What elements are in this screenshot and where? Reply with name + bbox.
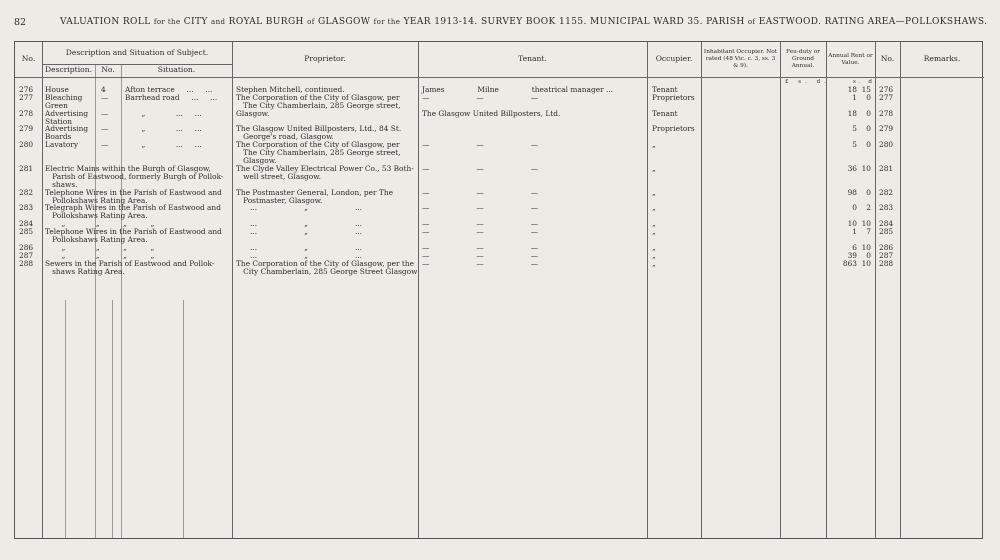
running-head-part: VALUATION ROLL (60, 17, 151, 27)
entry-sub-number: 4 (101, 85, 106, 94)
column-rule (183, 300, 184, 538)
entry-number-right: 280 (879, 140, 894, 150)
table-row (15, 204, 984, 220)
entry-description: Telegraph Wires in the Parish of Eastwood and Pollokshaws Rating Area. (45, 203, 221, 221)
roll-entries (15, 86, 984, 276)
entry-description: Advertising Station (45, 108, 89, 126)
entry-description: Bleaching Green (45, 92, 83, 110)
entry-annual-shillings: 2 (866, 203, 871, 213)
entry-number: 278 (19, 108, 34, 118)
header-proprietor: Proprietor. (304, 54, 346, 64)
entry-number: 283 (19, 203, 34, 213)
entry-proprietor: The Postmaster General, London, per The Postmaster, Glasgow. (236, 187, 393, 205)
entry-sub-number: — (101, 92, 109, 102)
running-head-small: for the (373, 18, 401, 26)
entry-description: Telephone Wires in the Parish of Eastwood and Pollokshaws Rating Area. (45, 227, 222, 245)
entry-proprietor: ... „ ... (236, 227, 363, 237)
entry-annual-shillings: 10 (861, 219, 871, 229)
entry-number-right: 284 (879, 219, 894, 229)
entry-situation: Barrhead road ... ... (125, 92, 218, 102)
header-no: No. (21, 54, 36, 64)
header-occupier: Occupier. (655, 54, 693, 64)
entry-annual-pounds: 10 (847, 219, 857, 229)
entry-annual-pounds: 18 (847, 108, 857, 118)
entry-annual-pounds: 36 (847, 163, 857, 173)
running-head-small: for the (153, 18, 181, 26)
entry-number: 279 (19, 124, 34, 134)
header-sub-no: No. (101, 65, 115, 75)
entry-proprietor: ... „ ... (236, 250, 363, 260)
entry-proprietor: ... „ ... (236, 219, 363, 229)
entry-description: Advertising Boards (45, 124, 89, 142)
header-description: Description. (44, 65, 92, 75)
entry-number-right: 281 (879, 163, 894, 173)
entry-number: 282 (19, 187, 34, 197)
entry-annual-pounds: 5 (852, 124, 857, 134)
running-head-small: of (747, 18, 756, 26)
table-row (15, 125, 984, 141)
entry-number-right: 283 (879, 203, 894, 213)
entry-occupier: „ (652, 140, 656, 150)
entry-proprietor: ... „ ... (236, 242, 363, 252)
entry-number-right: 288 (879, 258, 894, 268)
entry-occupier: „ (652, 203, 656, 213)
entry-annual-pounds: 6 (852, 242, 857, 252)
header-inhabitant-occupier: Inhabitant Occupier. Not rated (48 Vic. c. 3, ss. 3 & 9). (703, 49, 778, 69)
running-head-part: EASTWOOD. RATING AREA—POLLOKSHAWS. (758, 17, 988, 27)
header-rule (15, 77, 984, 78)
entry-number: 285 (19, 227, 34, 237)
entry-occupier: Proprietors (652, 92, 695, 102)
column-rule (112, 300, 113, 538)
entry-annual-pounds: 0 (852, 203, 857, 213)
entry-number-right: 279 (879, 124, 894, 134)
entry-tenant: — — — (422, 203, 539, 213)
entry-tenant: — — — (422, 219, 539, 229)
entry-proprietor: The Corporation of the City of Glasgow, per the City Chamberlain, 285 George Street Glasgow (236, 258, 418, 276)
entry-occupier: „ (652, 242, 656, 252)
entry-number-right: 278 (879, 108, 894, 118)
entry-annual-pounds: 18 (847, 85, 857, 94)
roll-table (14, 41, 983, 539)
header-description-group: Description and Situation of Subject. (65, 47, 209, 57)
entry-situation: „ ... ... (125, 124, 202, 134)
entry-annual-shillings: 0 (866, 140, 871, 150)
entry-number-right: 286 (879, 242, 894, 252)
entry-tenant: — — — (422, 92, 539, 102)
entry-sub-number: — (101, 124, 109, 134)
entry-proprietor: The Clyde Valley Electrical Power Co., 53 Both- well street, Glasgow. (236, 163, 414, 181)
entry-number: 287 (19, 250, 34, 260)
entry-description: House (45, 85, 69, 94)
entry-annual-shillings: 15 (861, 85, 871, 94)
entry-description: „ „ „ „ (45, 250, 155, 260)
entry-tenant: — — — (422, 250, 539, 260)
table-row (15, 110, 984, 126)
entry-occupier: Tenant (652, 85, 678, 94)
running-head-small: and (211, 18, 226, 26)
running-head-part: GLASGOW (317, 17, 371, 27)
running-head-part: YEAR 1913-14. SURVEY BOOK 1155. MUNICIPAL WARD 35. PARISH (403, 17, 745, 27)
entry-occupier: „ (652, 258, 656, 268)
entry-sub-number: — (101, 140, 109, 150)
entry-annual-pounds: 1 (852, 227, 857, 237)
entry-description: Electric Mains within the Burgh of Glasgow, Parish of Eastwood, formerly Burgh of Pollok- shaws. (45, 163, 224, 189)
entry-annual-shillings: 10 (861, 163, 871, 173)
table-row (15, 228, 984, 244)
entry-tenant: — — — (422, 242, 539, 252)
entry-proprietor: Stephen Mitchell, continued. (236, 85, 345, 94)
header-remarks: Remarks. (923, 54, 961, 64)
entry-tenant: — — — (422, 227, 539, 237)
entry-situation: Afton terrace ... ... (125, 85, 213, 94)
entry-number: 284 (19, 219, 34, 229)
entry-description: Lavatory (45, 140, 79, 150)
header-tenant: Tenant. (518, 54, 547, 64)
entry-tenant: — — — (422, 140, 539, 150)
column-rule (65, 300, 66, 538)
header-no-right: No. (880, 54, 895, 64)
entry-occupier: „ (652, 250, 656, 260)
entry-annual-pounds: 863 (842, 258, 857, 268)
entry-number-right: 277 (879, 92, 894, 102)
table-row (15, 165, 984, 189)
entry-number: 276 (19, 85, 34, 94)
entry-situation: „ ... ... (125, 140, 202, 150)
entry-number-right: 276 (879, 85, 894, 94)
entry-description: Telephone Wires in the Parish of Eastwood and Pollokshaws Rating Area. (45, 187, 222, 205)
entry-occupier: „ (652, 163, 656, 173)
entry-proprietor: Glasgow. (236, 108, 270, 118)
running-head-small: of (307, 18, 315, 26)
page-number: 82 (14, 17, 27, 28)
entry-proprietor: ... „ ... (236, 203, 363, 213)
entry-number-right: 285 (879, 227, 894, 237)
header-feu-duty: Feu-duty or Ground Annual. (786, 49, 820, 69)
feu-units-label: £ s. d. (785, 79, 830, 85)
entry-annual-shillings: 7 (866, 227, 871, 237)
header-annual-rent: Annual Rent or Value. (828, 52, 873, 66)
entry-occupier: „ (652, 219, 656, 229)
entry-description: „ „ „ „ (45, 219, 155, 229)
entry-occupier: Proprietors (652, 124, 695, 134)
running-head-part: ROYAL BURGH (228, 17, 304, 27)
entry-description: „ „ „ „ (45, 242, 155, 252)
entry-number: 286 (19, 242, 34, 252)
entry-tenant: — — — (422, 258, 539, 268)
running-head (60, 17, 990, 27)
running-head-part: CITY (183, 17, 208, 27)
entry-proprietor: The Corporation of the City of Glasgow, per The City Chamberlain, 285 George street, (236, 92, 401, 110)
entry-tenant: The Glasgow United Billposters, Ltd. (422, 108, 561, 118)
table-row (15, 141, 984, 165)
table-row (15, 189, 984, 205)
entry-annual-pounds: 98 (847, 187, 857, 197)
entry-sub-number: — (101, 108, 109, 118)
header-situation: Situation. (157, 65, 196, 75)
entry-annual-shillings: 0 (866, 92, 871, 102)
table-row (15, 260, 984, 276)
entry-number: 281 (19, 163, 34, 173)
entry-annual-shillings: 10 (861, 258, 871, 268)
entry-annual-shillings: 0 (866, 108, 871, 118)
entry-description: Sewers in the Parish of Eastwood and Pollok- shaws Rating Area. (45, 258, 215, 276)
entry-annual-shillings: 0 (866, 187, 871, 197)
table-row (15, 94, 984, 110)
entry-tenant: — — — (422, 163, 539, 173)
entry-occupier: „ (652, 187, 656, 197)
entry-occupier: „ (652, 227, 656, 237)
entry-annual-shillings: 10 (861, 242, 871, 252)
annual-units-label: s. d. (853, 79, 880, 85)
entry-annual-pounds: 5 (852, 140, 857, 150)
entry-occupier: Tenant (652, 108, 678, 118)
entry-proprietor: The Glasgow United Billposters, Ltd., 84 St. George's road, Glasgow. (236, 124, 402, 142)
entry-tenant: James Milne theatrical manager ... (422, 85, 614, 94)
entry-annual-pounds: 39 (847, 250, 857, 260)
entry-number-right: 282 (879, 187, 894, 197)
entry-number: 277 (19, 92, 34, 102)
entry-annual-pounds: 1 (852, 92, 857, 102)
entry-number: 280 (19, 140, 34, 150)
entry-annual-shillings: 0 (866, 250, 871, 260)
entry-tenant: — — — (422, 187, 539, 197)
entry-annual-shillings: 0 (866, 124, 871, 134)
entry-proprietor: The Corporation of the City of Glasgow, per The City Chamberlain, 285 George street, Glasgow. (236, 140, 401, 166)
entry-number: 288 (19, 258, 34, 268)
entry-situation: „ ... ... (125, 108, 202, 118)
entry-number-right: 287 (879, 250, 894, 260)
